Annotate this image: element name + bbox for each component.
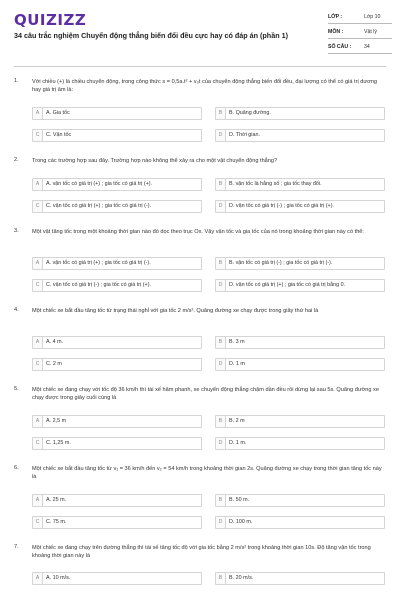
option-b[interactable]: B B. 2 m xyxy=(215,415,385,428)
page-title: 34 câu trắc nghiệm Chuyển động thẳng biến đổi đều cực hay có đáp án (phần 1) xyxy=(14,31,288,40)
question-number: 7. xyxy=(14,544,19,550)
option-a[interactable]: A A. vận tốc có giá trị (+) ; gia tốc có giá trị (-). xyxy=(32,257,202,270)
option-a[interactable]: A A. vận tốc có giá trị (+) ; gia tốc có giá trị (+). xyxy=(32,178,202,191)
question-number: 1. xyxy=(14,78,19,84)
question-number: 2. xyxy=(14,157,19,163)
option-d[interactable]: D D. 1 m xyxy=(215,358,385,371)
option-b[interactable]: B B. 3 m xyxy=(215,336,385,349)
option-c[interactable]: C C. 2 m xyxy=(32,358,202,371)
header-divider xyxy=(14,66,386,67)
meta-subject-value: Vật lý xyxy=(364,29,377,35)
option-d[interactable]: D D. 1 m. xyxy=(215,437,385,450)
meta-divider xyxy=(328,23,392,24)
option-d[interactable]: D D. vận tốc có giá trị (+) ; gia tốc có giá trị bằng 0. xyxy=(215,279,385,292)
option-c[interactable]: C C. vận tốc có giá trị (+) ; gia tốc có giá trị (-). xyxy=(32,200,202,213)
question-text: Với chiều (+) là chiều chuyển động, trong công thức s = 0,5a.t² + v₀t của chuyển động thẳng biến đổi đều, đại lượng có thể có giá trị dương hay giá trị âm là: xyxy=(32,79,378,94)
option-a[interactable]: A A. 10 m/s. xyxy=(32,572,202,585)
option-a[interactable]: A A. Gia tốc xyxy=(32,107,202,120)
option-c[interactable]: C C. 75 m. xyxy=(32,516,202,529)
option-b[interactable]: B B. 20 m/s. xyxy=(215,572,385,585)
question-text: Một chiếc xe đang chạy trên đường thẳng thì tài xế tăng tốc độ với gia tốc bằng 2 m/s² trong khoảng thời gian 10s. Độ tăng vận tốc trong khoảng thời gian này là xyxy=(32,545,371,560)
meta-divider xyxy=(328,38,392,39)
option-a[interactable]: A A. 2,5 m xyxy=(32,415,202,428)
option-d[interactable]: D D. Thời gian. xyxy=(215,129,385,142)
option-c[interactable]: C C. 1,25 m. xyxy=(32,437,202,450)
option-a[interactable]: A A. 25 m. xyxy=(32,494,202,507)
question-text: Trong các trường hợp sau đây. Trường hợp nào không thể xảy ra cho một vật chuyển động thẳng? xyxy=(32,158,278,164)
question-text: Một chiếc xe bắt đầu tăng tốc từ trạng thái nghỉ với gia tốc 2 m/s². Quãng đường xe chạy được trong giây thứ hai là xyxy=(32,308,319,314)
meta-class-label: LỚP : xyxy=(328,14,343,20)
option-b[interactable]: B B. vận tốc có giá trị (-) ; gia tốc có giá trị (-). xyxy=(215,257,385,270)
meta-count-value: 34 xyxy=(364,44,370,50)
option-c[interactable]: C C. Vận tốc xyxy=(32,129,202,142)
question-text: Một vật tăng tốc trong một khoảng thời gian nào đó dọc theo trục Ox. Vậy vận tốc và gia tốc của nó trong khoảng thời gian này có thể: xyxy=(32,229,364,235)
meta-count-label: SỐ CÂU : xyxy=(328,44,352,50)
option-c[interactable]: C C. vận tốc có giá trị (-) ; gia tốc có giá trị (+). xyxy=(32,279,202,292)
meta-divider xyxy=(328,53,392,54)
option-b[interactable]: B B. vận tốc là hằng số ; gia tốc thay đổi. xyxy=(215,178,385,191)
meta-class-value: Lớp 10 xyxy=(364,14,381,20)
meta-subject-label: MÔN : xyxy=(328,29,344,35)
question-text: Một chiếc xe bắt đầu tăng tốc từ v₁ = 36 km/h đến v₂ = 54 km/h trong khoảng thời gian 2s. Quãng đường xe chạy trong thời gian tăng tốc này là xyxy=(32,466,382,481)
question-number: 6. xyxy=(14,465,19,471)
option-b[interactable]: B B. 50 m. xyxy=(215,494,385,507)
option-a[interactable]: A A. 4 m. xyxy=(32,336,202,349)
question-number: 4. xyxy=(14,307,19,313)
question-number: 5. xyxy=(14,386,19,392)
worksheet-header xyxy=(0,0,400,62)
question-number: 3. xyxy=(14,228,19,234)
question-text: Một chiếc xe đang chạy với tốc độ 36 km/h thì tài xế hãm phanh, xe chuyển động thẳng chậm dần đều rồi dừng lại sau 5s. Quãng đường xe chạy được trong giây cuối cùng là xyxy=(32,387,379,402)
option-d[interactable]: D D. vận tốc có giá trị (-) ; gia tốc có giá trị (+). xyxy=(215,200,385,213)
quizizz-logo: QUIZIZZ xyxy=(14,11,87,29)
option-d[interactable]: D D. 100 m. xyxy=(215,516,385,529)
option-b[interactable]: B B. Quãng đường. xyxy=(215,107,385,120)
